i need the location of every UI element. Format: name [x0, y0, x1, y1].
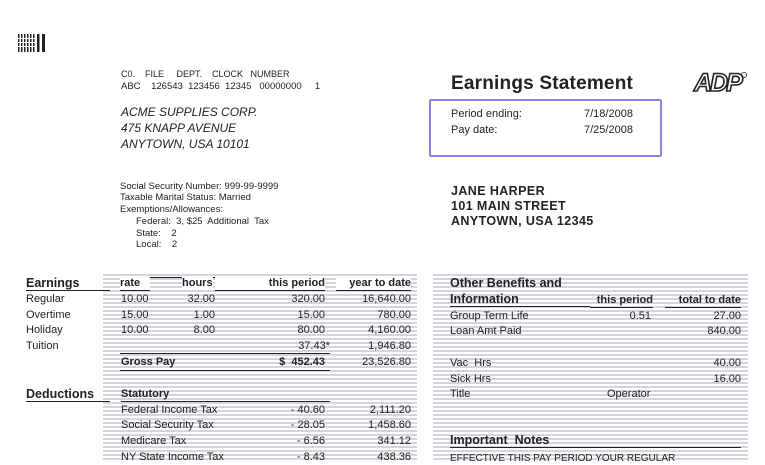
- deductions-title: Deductions: [26, 387, 110, 402]
- benefit-row-label: Vac Hrs: [450, 357, 492, 369]
- gross-pay-period: $ 452.43: [279, 356, 325, 368]
- earnings-row-label: Holiday: [26, 324, 63, 336]
- earnings-row-label: Tuition: [26, 340, 59, 352]
- deduction-row-label: NY State Income Tax: [121, 451, 224, 463]
- deduction-row-ytd: 2,111.20: [369, 404, 411, 416]
- earnings-row-ytd: 4,160.00: [368, 324, 411, 336]
- period-ending-value: 7/18/2008: [584, 108, 633, 120]
- company-city: ANYTOWN, USA 10101: [121, 137, 250, 151]
- benefit-row-label: Sick Hrs: [450, 373, 491, 385]
- benefits-period-header: this period: [590, 294, 653, 308]
- federal-line: Federal: 3, $25 Additional Tax: [136, 216, 269, 227]
- header-values: ABC 126543 123456 12345 00000000 1: [121, 81, 321, 92]
- deduction-row-label: Federal Income Tax: [121, 404, 218, 416]
- deduction-row-period: - 8.43: [296, 451, 325, 463]
- benefit-row-period: 0.51: [629, 310, 651, 322]
- earnings-row-period: 80.00: [297, 324, 325, 336]
- benefits-title-line1: Other Benefits and: [450, 276, 562, 290]
- deduction-row-ytd: 438.36: [377, 451, 411, 463]
- earnings-title: Earnings: [26, 276, 110, 291]
- deduction-row-label: Medicare Tax: [121, 435, 187, 447]
- important-notes-text: EFFECTIVE THIS PAY PERIOD YOUR REGULAR: [450, 453, 676, 464]
- earnings-row-rate: 10.00: [121, 324, 149, 336]
- earnings-row-period: 320.00: [291, 293, 325, 305]
- svg-text:ADP: ADP: [694, 69, 741, 96]
- benefit-row-total: 840.00: [707, 325, 741, 337]
- deduction-row-ytd: 341.12: [377, 435, 411, 447]
- employee-street: 101 MAIN STREET: [451, 199, 567, 213]
- company-street: 475 KNAPP AVENUE: [121, 121, 237, 135]
- employee-name: JANE HARPER: [451, 184, 545, 198]
- pay-date-label: Pay date:: [451, 124, 498, 136]
- deduction-row-label: Social Security Tax: [121, 419, 214, 431]
- state-line: State: 2: [136, 228, 177, 239]
- benefit-row-total: 40.00: [713, 357, 741, 369]
- period-ending-label: Period ending:: [451, 108, 522, 120]
- ssn-line: Social Security Number: 999-99-9999: [120, 181, 279, 192]
- gross-pay-label: Gross Pay: [121, 356, 176, 368]
- earnings-row-hours: 1.00: [193, 309, 215, 321]
- employee-city: ANYTOWN, USA 12345: [451, 214, 594, 228]
- earnings-row-period: 37.43*: [298, 340, 330, 352]
- marital-status-line: Taxable Marital Status: Married: [120, 192, 251, 203]
- deduction-row-ytd: 1,458.60: [368, 419, 411, 431]
- earnings-row-hours: 32.00: [187, 293, 215, 305]
- benefit-row-label: Group Term Life: [450, 310, 529, 322]
- benefit-row-label: Loan Amt Paid: [450, 325, 522, 337]
- earnings-row-period: 15.00: [297, 309, 325, 321]
- exemptions-line: Exemptions/Allowances:: [120, 204, 223, 215]
- earnings-period-header: this period: [215, 277, 325, 291]
- pay-date-value: 7/25/2008: [584, 124, 633, 136]
- header-labels: C0. FILE DEPT. CLOCK NUMBER: [121, 69, 290, 79]
- earnings-row-rate: 10.00: [121, 293, 149, 305]
- statutory-header: Statutory: [121, 388, 330, 402]
- adp-logo: [690, 68, 750, 96]
- benefit-row-total: 27.00: [713, 310, 741, 322]
- earnings-ytd-header: year to date: [336, 277, 411, 291]
- earnings-hours-header: hours: [182, 277, 213, 289]
- deduction-row-period: - 40.60: [290, 404, 325, 416]
- local-line: Local: 2: [136, 239, 178, 250]
- gross-underline: [120, 370, 330, 371]
- gross-rule: [120, 353, 330, 354]
- earnings-row-ytd: 16,640.00: [362, 293, 411, 305]
- benefits-total-header: total to date: [665, 294, 741, 308]
- important-notes-title: Important Notes: [450, 434, 741, 448]
- earnings-row-ytd: 780.00: [377, 309, 411, 321]
- period-box: [429, 99, 662, 157]
- earnings-row-ytd: 1,946.80: [368, 340, 411, 352]
- deduction-row-period: - 6.56: [296, 435, 325, 447]
- benefits-title-line2: Information: [450, 293, 590, 307]
- benefit-row-label: Title: [450, 388, 471, 400]
- benefit-row-total: 16.00: [713, 373, 741, 385]
- earnings-row-label: Overtime: [26, 309, 71, 321]
- company-name: ACME SUPPLIES CORP.: [121, 105, 258, 119]
- benefit-row-value: Operator: [607, 388, 651, 400]
- earnings-row-rate: 15.00: [121, 309, 149, 321]
- deduction-row-period: - 28.05: [290, 419, 325, 431]
- earnings-rate-header: rate: [120, 277, 150, 291]
- statement-title: Earnings Statement: [451, 73, 634, 94]
- earnings-row-label: Regular: [26, 293, 65, 305]
- earnings-row-hours: 8.00: [193, 324, 215, 336]
- barcode-mark: [18, 34, 46, 52]
- gross-pay-ytd: 23,526.80: [362, 356, 411, 368]
